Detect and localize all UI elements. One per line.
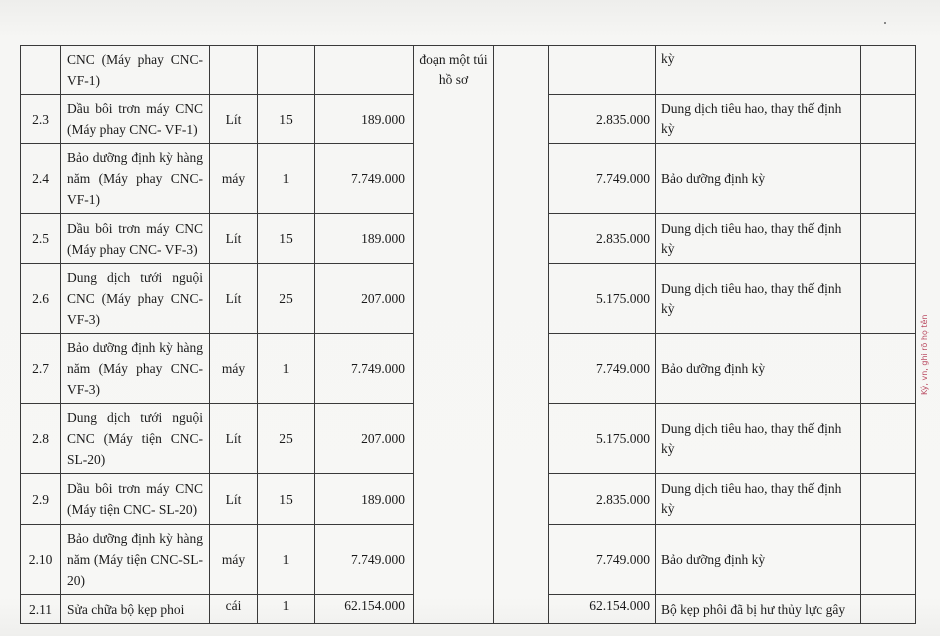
empty-cell <box>861 144 916 214</box>
unit-cell: cái <box>210 595 258 624</box>
unit-price-cell: 189.000 <box>315 214 414 264</box>
empty-cell <box>861 334 916 404</box>
item-name-cell: Dầu bôi trơn máy CNC (Máy phay CNC- VF-3) <box>61 214 210 264</box>
handwritten-margin-note: Ký, vn, ghi rõ họ tên <box>920 314 929 395</box>
quantity-cell: 25 <box>258 264 315 334</box>
unit-cell: máy <box>210 334 258 404</box>
item-name-cell: CNC (Máy phay CNC-VF-1) <box>61 46 210 95</box>
index-cell: 2.4 <box>21 144 61 214</box>
note-cell: Dung dịch tiêu hao, thay thế định kỳ <box>656 264 861 334</box>
index-cell: 2.5 <box>21 214 61 264</box>
unit-price-cell: 7.749.000 <box>315 144 414 214</box>
total-cell: 7.749.000 <box>549 334 656 404</box>
unit-price-cell: 189.000 <box>315 474 414 525</box>
unit-price-cell: 207.000 <box>315 404 414 474</box>
total-cell: 5.175.000 <box>549 264 656 334</box>
quantity-cell: 1 <box>258 595 315 624</box>
index-cell: 2.7 <box>21 334 61 404</box>
total-cell: 5.175.000 <box>549 404 656 474</box>
unit-price-cell: 62.154.000 <box>315 595 414 624</box>
unit-cell: máy <box>210 525 258 595</box>
note-cell: Dung dịch tiêu hao, thay thế định kỳ <box>656 95 861 144</box>
unit-cell: Lít <box>210 474 258 525</box>
quantity-cell <box>258 46 315 95</box>
table-row-continued <box>21 46 916 95</box>
unit-price-cell: 7.749.000 <box>315 525 414 595</box>
item-name-cell: Dung dịch tưới nguội CNC (Máy tiện CNC-SL-20) <box>61 404 210 474</box>
item-name-cell: Bảo dưỡng định kỳ hàng năm (Máy phay CNC-VF-3) <box>61 334 210 404</box>
unit-price-cell: 189.000 <box>315 95 414 144</box>
unit-price-cell: 7.749.000 <box>315 334 414 404</box>
unit-cell: Lít <box>210 214 258 264</box>
note-cell: Bảo dưỡng định kỳ <box>656 144 861 214</box>
total-cell: 7.749.000 <box>549 525 656 595</box>
unit-cell: Lít <box>210 95 258 144</box>
item-name-cell: Dầu bôi trơn máy CNC (Máy phay CNC- VF-1) <box>61 95 210 144</box>
index-cell: 2.8 <box>21 404 61 474</box>
unit-cell <box>210 46 258 95</box>
total-cell <box>549 46 656 95</box>
empty-cell <box>861 214 916 264</box>
scan-speck <box>884 22 886 24</box>
total-cell: 2.835.000 <box>549 214 656 264</box>
unit-cell: Lít <box>210 404 258 474</box>
quantity-cell: 1 <box>258 144 315 214</box>
empty-cell <box>861 525 916 595</box>
item-name-cell: Dầu bôi trơn máy CNC (Máy tiện CNC- SL-20) <box>61 474 210 525</box>
note-cell: Dung dịch tiêu hao, thay thế định kỳ <box>656 474 861 525</box>
quantity-cell: 25 <box>258 404 315 474</box>
note-cell: Dung dịch tiêu hao, thay thế định kỳ <box>656 214 861 264</box>
unit-price-cell: 207.000 <box>315 264 414 334</box>
quantity-cell: 15 <box>258 214 315 264</box>
index-cell <box>21 46 61 95</box>
total-cell: 62.154.000 <box>549 595 656 624</box>
total-cell: 2.835.000 <box>549 95 656 144</box>
quantity-cell: 15 <box>258 95 315 144</box>
index-cell: 2.9 <box>21 474 61 525</box>
index-cell: 2.11 <box>21 595 61 624</box>
total-cell: 7.749.000 <box>549 144 656 214</box>
quantity-cell: 15 <box>258 474 315 525</box>
item-name-cell: Bảo dưỡng định kỳ hàng năm (Máy phay CNC-VF-1) <box>61 144 210 214</box>
unit-cell: Lít <box>210 264 258 334</box>
empty-cell <box>861 404 916 474</box>
quantity-cell: 1 <box>258 525 315 595</box>
contract-type-cell <box>494 46 549 624</box>
procurement-table <box>20 45 916 624</box>
selection-method-cell: đoạn một túi hồ sơ <box>414 46 494 624</box>
index-cell: 2.3 <box>21 95 61 144</box>
note-cell: Bảo dưỡng định kỳ <box>656 334 861 404</box>
note-cell: Bảo dưỡng định kỳ <box>656 525 861 595</box>
index-cell: 2.10 <box>21 525 61 595</box>
unit-price-cell <box>315 46 414 95</box>
empty-cell <box>861 46 916 95</box>
empty-cell <box>861 474 916 525</box>
empty-cell <box>861 595 916 624</box>
note-cell: Bộ kẹp phôi đã bị hư thủy lực gây <box>656 595 861 624</box>
note-cell: Dung dịch tiêu hao, thay thế định kỳ <box>656 404 861 474</box>
item-name-cell: Sửa chữa bộ kẹp phoi <box>61 595 210 624</box>
total-cell: 2.835.000 <box>549 474 656 525</box>
empty-cell <box>861 264 916 334</box>
item-name-cell: Dung dịch tưới nguội CNC (Máy phay CNC-VF-3) <box>61 264 210 334</box>
note-cell: kỳ <box>656 46 861 95</box>
empty-cell <box>861 95 916 144</box>
quantity-cell: 1 <box>258 334 315 404</box>
item-name-cell: Bảo dưỡng định kỳ hàng năm (Máy tiện CNC-SL-20) <box>61 525 210 595</box>
unit-cell: máy <box>210 144 258 214</box>
index-cell: 2.6 <box>21 264 61 334</box>
